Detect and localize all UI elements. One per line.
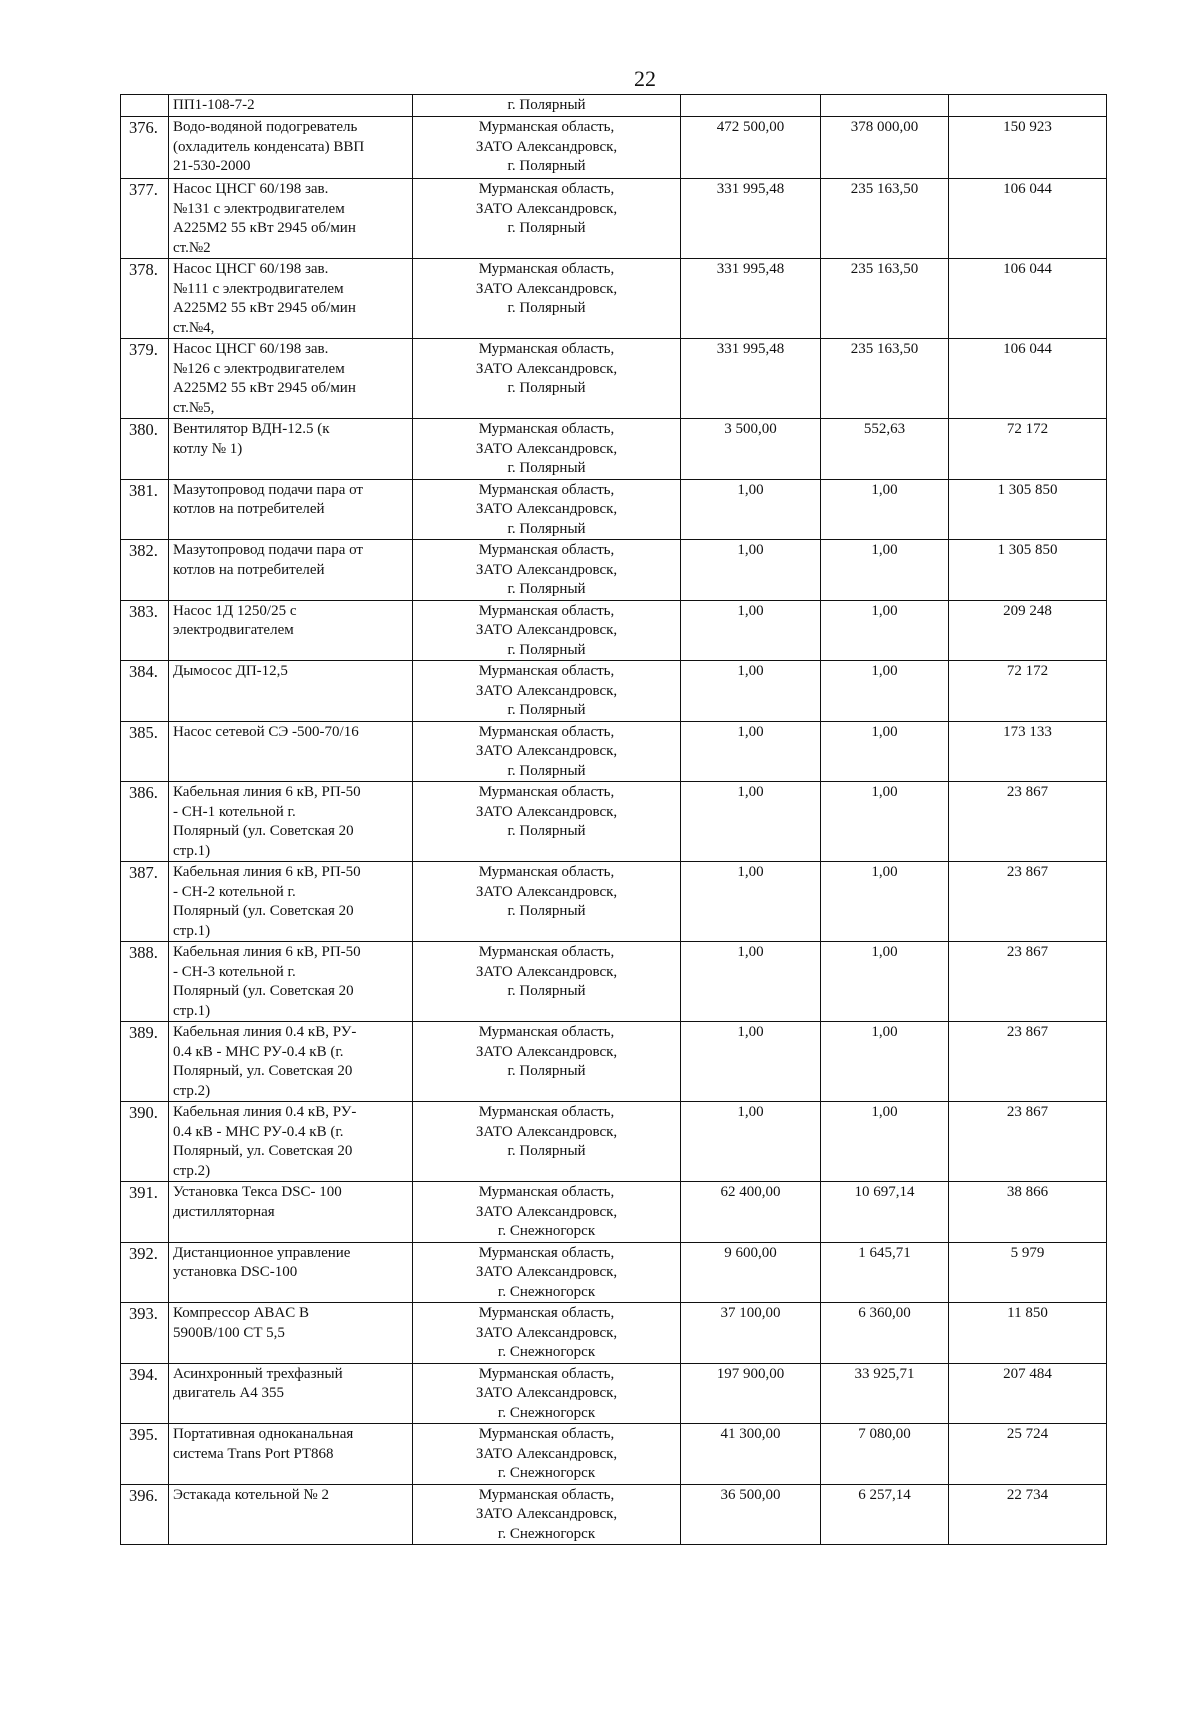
cell-row-number: 377. [121, 179, 169, 259]
cell-item-name [169, 479, 413, 540]
cell-item-name [169, 1182, 413, 1243]
cell-value-3: 207 484 [949, 1363, 1107, 1424]
item-name-text: Насос 1Д 1250/25 с электродвигателем [173, 602, 297, 638]
table-row [121, 862, 1107, 942]
cell-location [413, 419, 681, 480]
cell-item-name: ПП1-108-7-2 [169, 95, 413, 117]
item-name-text: Мазутопровод подачи пара от котлов на потребителей [173, 481, 363, 517]
cell-row-number: 394. [121, 1363, 169, 1424]
item-name-text: Насос сетевой СЭ -500-70/16 [173, 723, 359, 740]
cell-value-3: 1 305 850 [949, 479, 1107, 540]
location-line: Мурманская область, [478, 1184, 615, 1200]
cell-location [413, 862, 681, 942]
location-line: Мурманская область, [478, 864, 615, 880]
location-line: Мурманская область, [478, 1024, 615, 1040]
item-name-text: Водо-водяной подогреватель (охладитель конденсата) ВВП 21-530-2000 [173, 119, 365, 174]
cell-value-2: 1,00 [821, 862, 949, 942]
cell-item-name [169, 339, 413, 419]
location-line: г. Полярный [507, 702, 586, 718]
cell-location [413, 1424, 681, 1485]
location-line: ЗАТО Александровск, [475, 1264, 618, 1280]
table-row [121, 419, 1107, 480]
item-name-text: Насос ЦНСГ 60/198 зав. №126 с электродвигателем А225М2 55 кВт 2945 об/мин ст.№5, [173, 341, 356, 416]
location-line: ЗАТО Александровск, [475, 138, 618, 155]
table-row [121, 721, 1107, 782]
cell-value-1: 331 995,48 [681, 259, 821, 339]
cell-value-1 [681, 95, 821, 117]
cell-row-number: 396. [121, 1484, 169, 1545]
location-line: Мурманская область, [478, 181, 615, 197]
page-number: 22 [634, 66, 656, 91]
location-line: ЗАТО Александровск, [475, 1506, 618, 1522]
location-line: ЗАТО Александровск, [475, 360, 618, 377]
location-line: ЗАТО Александровск, [475, 501, 618, 517]
location-line: ЗАТО Александровск, [475, 883, 618, 900]
item-name-text: Кабельная линия 0.4 кВ, РУ- 0.4 кВ - МНС РУ-0.4 кВ (г. Полярный, ул. Советская 20 стр.2) [173, 1104, 357, 1179]
cell-row-number: 387. [121, 862, 169, 942]
item-name-text: Кабельная линия 6 кВ, РП-50 - СН-2 котельной г. Полярный (ул. Советская 20 стр.1) [173, 864, 361, 939]
cell-value-2: 378 000,00 [821, 117, 949, 179]
item-name-text: Насос ЦНСГ 60/198 зав. №131 с электродвигателем А225М2 55 кВт 2945 об/мин ст.№2 [173, 181, 356, 256]
cell-value-3: 106 044 [949, 259, 1107, 339]
location-line: Мурманская область, [478, 1426, 615, 1442]
cell-item-name [169, 1242, 413, 1303]
cell-row-number: 386. [121, 782, 169, 862]
cell-row-number: 389. [121, 1022, 169, 1102]
cell-value-3: 23 867 [949, 1022, 1107, 1102]
location-line: г. Полярный [507, 903, 586, 919]
cell-row-number: 378. [121, 259, 169, 339]
location-line: Мурманская область, [478, 542, 615, 558]
cell-item-name [169, 600, 413, 661]
cell-item-name [169, 179, 413, 259]
cell-value-3: 22 734 [949, 1484, 1107, 1545]
item-name-text: Установка Текса DSC- 100 дистилляторная [173, 1184, 342, 1220]
cell-value-1: 3 500,00 [681, 419, 821, 480]
table-row [121, 179, 1107, 259]
table-row [121, 1303, 1107, 1364]
location-line: г. Полярный [507, 641, 586, 658]
location-line: г. Полярный [507, 460, 586, 476]
cell-row-number: 384. [121, 661, 169, 722]
location-line: ЗАТО Александровск, [475, 682, 618, 699]
cell-row-number: 390. [121, 1102, 169, 1182]
cell-value-3: 209 248 [949, 600, 1107, 661]
cell-value-3: 5 979 [949, 1242, 1107, 1303]
cell-value-2: 235 163,50 [821, 339, 949, 419]
cell-value-1: 1,00 [681, 862, 821, 942]
table-row [121, 540, 1107, 601]
cell-value-1: 1,00 [681, 942, 821, 1022]
item-name-text: Насос ЦНСГ 60/198 зав. №111 с электродвигателем А225М2 55 кВт 2945 об/мин ст.№4, [173, 261, 356, 336]
cell-value-2: 1,00 [821, 540, 949, 601]
table-row [121, 479, 1107, 540]
table-row [121, 1022, 1107, 1102]
cell-location [413, 179, 681, 259]
item-name-text: Мазутопровод подачи пара от котлов на потребителей [173, 542, 363, 578]
cell-value-1: 9 600,00 [681, 1242, 821, 1303]
table-row [121, 1363, 1107, 1424]
cell-value-3: 150 923 [949, 117, 1107, 179]
location-line: ЗАТО Александровск, [475, 1324, 618, 1341]
cell-value-2: 552,63 [821, 419, 949, 480]
location-line: ЗАТО Александровск, [475, 622, 618, 638]
location-line: г. Полярный [507, 762, 586, 779]
cell-item-name [169, 942, 413, 1022]
cell-location [413, 339, 681, 419]
table-row [121, 1102, 1107, 1182]
location-line: ЗАТО Александровск, [475, 1043, 618, 1060]
cell-value-3: 11 850 [949, 1303, 1107, 1364]
cell-row-number: 379. [121, 339, 169, 419]
cell-item-name [169, 1102, 413, 1182]
inventory-table-body [121, 95, 1107, 1545]
location-line: ЗАТО Александровск, [475, 1445, 618, 1462]
cell-location [413, 1022, 681, 1102]
cell-value-1: 197 900,00 [681, 1363, 821, 1424]
location-line: Мурманская область, [478, 481, 615, 498]
cell-location [413, 661, 681, 722]
item-name-text: Компрессор ABAC B 5900B/100 CT 5,5 [173, 1305, 310, 1341]
cell-value-2: 1,00 [821, 782, 949, 862]
cell-row-number: 392. [121, 1242, 169, 1303]
location-line: г. Полярный [507, 220, 586, 236]
location-line: ЗАТО Александровск, [475, 1203, 618, 1220]
cell-value-1: 1,00 [681, 1022, 821, 1102]
location-line: г. Полярный [507, 380, 586, 396]
cell-location [413, 782, 681, 862]
table-row [121, 117, 1107, 179]
cell-value-3: 72 172 [949, 419, 1107, 480]
location-line: ЗАТО Александровск, [475, 1123, 618, 1140]
cell-value-3: 106 044 [949, 339, 1107, 419]
location-line: г. Полярный [507, 581, 586, 597]
cell-value-2: 6 360,00 [821, 1303, 949, 1364]
item-name-text: Асинхронный трехфазный двигатель А4 355 [173, 1365, 343, 1401]
cell-value-1: 1,00 [681, 600, 821, 661]
cell-value-2: 235 163,50 [821, 179, 949, 259]
cell-location [413, 1102, 681, 1182]
table-row [121, 1484, 1107, 1545]
cell-value-1: 1,00 [681, 721, 821, 782]
cell-row-number: 395. [121, 1424, 169, 1485]
cell-location [413, 1484, 681, 1545]
cell-location [413, 1363, 681, 1424]
cell-value-1: 1,00 [681, 479, 821, 540]
cell-value-2: 1,00 [821, 600, 949, 661]
cell-value-1: 331 995,48 [681, 339, 821, 419]
inventory-table [120, 94, 1107, 1545]
cell-value-2: 1 645,71 [821, 1242, 949, 1303]
cell-value-3: 23 867 [949, 782, 1107, 862]
cell-location [413, 721, 681, 782]
cell-location [413, 117, 681, 179]
location-line: г. Полярный [507, 520, 586, 537]
location-line: г. Снежногорск [497, 1223, 596, 1239]
cell-location [413, 1303, 681, 1364]
cell-value-2: 1,00 [821, 479, 949, 540]
location-line: Мурманская область, [478, 784, 615, 800]
cell-location [413, 479, 681, 540]
cell-item-name [169, 419, 413, 480]
cell-location [413, 540, 681, 601]
cell-location: г. Полярный [413, 95, 681, 117]
location-line: Мурманская область, [478, 421, 615, 437]
cell-item-name [169, 1424, 413, 1485]
cell-row-number: 388. [121, 942, 169, 1022]
cell-row-number: 380. [121, 419, 169, 480]
table-row [121, 661, 1107, 722]
location-line: ЗАТО Александровск, [475, 440, 618, 457]
location-line: Мурманская область, [478, 723, 615, 740]
location-line: Мурманская область, [478, 1486, 615, 1503]
item-name-text: Кабельная линия 0.4 кВ, РУ- 0.4 кВ - МНС РУ-0.4 кВ (г. Полярный, ул. Советская 20 стр.2) [173, 1024, 357, 1099]
cell-value-3: 23 867 [949, 942, 1107, 1022]
item-name-text: Кабельная линия 6 кВ, РП-50 - СН-3 котельной г. Полярный (ул. Советская 20 стр.1) [173, 944, 361, 1019]
cell-location [413, 600, 681, 661]
table-row [121, 1424, 1107, 1485]
table-row [121, 1182, 1107, 1243]
location-line: г. Полярный [507, 158, 586, 174]
location-line: Мурманская область, [478, 944, 615, 960]
location-line: Мурманская область, [478, 663, 615, 679]
cell-value-2: 1,00 [821, 721, 949, 782]
cell-row-number: 383. [121, 600, 169, 661]
cell-row-number: 393. [121, 1303, 169, 1364]
table-row [121, 782, 1107, 862]
cell-value-3: 23 867 [949, 862, 1107, 942]
cell-item-name [169, 862, 413, 942]
cell-row-number: 385. [121, 721, 169, 782]
location-line: ЗАТО Александровск, [475, 963, 618, 980]
cell-location [413, 1242, 681, 1303]
location-line: г. Полярный [507, 1063, 586, 1079]
cell-value-1: 62 400,00 [681, 1182, 821, 1243]
cell-value-2: 10 697,14 [821, 1182, 949, 1243]
cell-value-1: 472 500,00 [681, 117, 821, 179]
cell-row-number: 391. [121, 1182, 169, 1243]
item-name-text: Эстакада котельной № 2 [173, 1486, 329, 1503]
location-line: г. Полярный [507, 983, 586, 999]
table-row-continuation [121, 95, 1107, 117]
location-line: Мурманская область, [478, 119, 615, 135]
cell-item-name [169, 721, 413, 782]
location-line: Мурманская область, [478, 1244, 615, 1261]
cell-item-name [169, 540, 413, 601]
cell-value-2: 235 163,50 [821, 259, 949, 339]
cell-value-3 [949, 95, 1107, 117]
item-name-text: Вентилятор ВДН-12.5 (к котлу № 1) [173, 421, 330, 457]
location-line: ЗАТО Александровск, [475, 743, 618, 759]
cell-value-2: 1,00 [821, 1022, 949, 1102]
location-line: г. Снежногорск [497, 1283, 596, 1300]
cell-row-number: 382. [121, 540, 169, 601]
cell-row-number: 376. [121, 117, 169, 179]
item-name-text: Кабельная линия 6 кВ, РП-50 - СН-1 котельной г. Полярный (ул. Советская 20 стр.1) [173, 784, 361, 859]
cell-value-1: 36 500,00 [681, 1484, 821, 1545]
item-name-text: Дистанционное управление установка DSC-100 [173, 1244, 351, 1280]
cell-value-1: 331 995,48 [681, 179, 821, 259]
cell-value-1: 41 300,00 [681, 1424, 821, 1485]
location-line: г. Снежногорск [497, 1404, 596, 1421]
cell-value-3: 23 867 [949, 1102, 1107, 1182]
cell-value-2: 33 925,71 [821, 1363, 949, 1424]
cell-value-3: 173 133 [949, 721, 1107, 782]
cell-value-2: 1,00 [821, 1102, 949, 1182]
location-line: ЗАТО Александровск, [475, 803, 618, 820]
cell-value-2: 1,00 [821, 942, 949, 1022]
cell-row-number [121, 95, 169, 117]
cell-value-1: 1,00 [681, 1102, 821, 1182]
location-line: Мурманская область, [478, 341, 615, 357]
cell-value-2: 1,00 [821, 661, 949, 722]
cell-item-name [169, 1484, 413, 1545]
location-line: г. Снежногорск [497, 1344, 596, 1360]
cell-value-2 [821, 95, 949, 117]
table-row [121, 259, 1107, 339]
location-line: ЗАТО Александровск, [475, 280, 618, 297]
location-line: Мурманская область, [478, 602, 615, 619]
item-name-text: Дымосос ДП-12,5 [173, 663, 288, 679]
cell-item-name [169, 1363, 413, 1424]
location-line: г. Снежногорск [497, 1465, 596, 1481]
cell-value-1: 1,00 [681, 540, 821, 601]
cell-item-name [169, 782, 413, 862]
cell-item-name [169, 1022, 413, 1102]
cell-value-3: 72 172 [949, 661, 1107, 722]
location-line: Мурманская область, [478, 1365, 615, 1382]
cell-value-3: 106 044 [949, 179, 1107, 259]
cell-location [413, 1182, 681, 1243]
table-row [121, 600, 1107, 661]
cell-value-2: 7 080,00 [821, 1424, 949, 1485]
cell-value-1: 1,00 [681, 782, 821, 862]
cell-row-number: 381. [121, 479, 169, 540]
cell-value-2: 6 257,14 [821, 1484, 949, 1545]
cell-location [413, 942, 681, 1022]
cell-location [413, 259, 681, 339]
location-line: ЗАТО Александровск, [475, 200, 618, 217]
table-row [121, 1242, 1107, 1303]
location-line: г. Полярный [507, 300, 586, 316]
location-line: г. Полярный [507, 1143, 586, 1159]
location-line: Мурманская область, [478, 1104, 615, 1120]
cell-value-1: 37 100,00 [681, 1303, 821, 1364]
location-line: ЗАТО Александровск, [475, 561, 618, 578]
table-row [121, 339, 1107, 419]
cell-item-name [169, 1303, 413, 1364]
cell-value-3: 1 305 850 [949, 540, 1107, 601]
cell-item-name [169, 117, 413, 179]
location-line: ЗАТО Александровск, [475, 1385, 618, 1401]
cell-item-name [169, 259, 413, 339]
location-line: Мурманская область, [478, 261, 615, 277]
item-name-text: Портативная одноканальная система Trans Port PT868 [173, 1426, 354, 1462]
location-line: г. Снежногорск [497, 1525, 596, 1542]
cell-item-name [169, 661, 413, 722]
cell-value-3: 25 724 [949, 1424, 1107, 1485]
table-row [121, 942, 1107, 1022]
location-line: Мурманская область, [478, 1305, 615, 1321]
cell-value-3: 38 866 [949, 1182, 1107, 1243]
location-line: г. Полярный [507, 823, 586, 839]
cell-value-1: 1,00 [681, 661, 821, 722]
